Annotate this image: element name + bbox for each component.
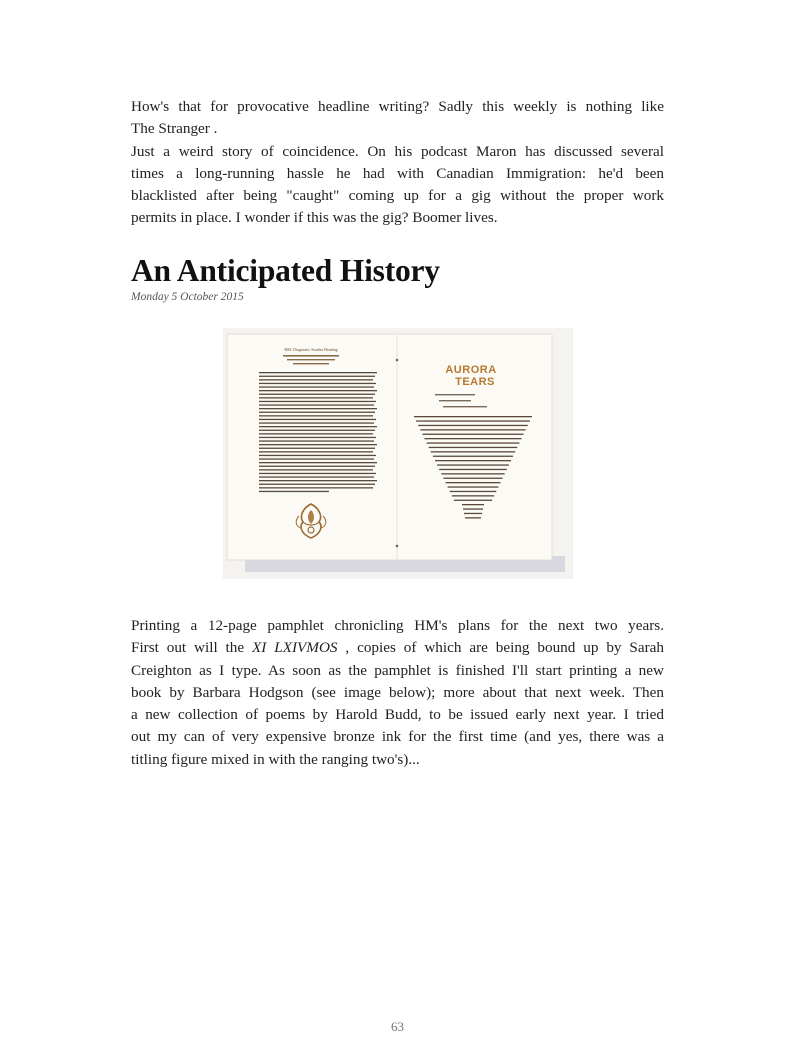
- text-line-mark: [259, 437, 376, 438]
- text-line-mark: [446, 482, 501, 483]
- text-line-mark: [259, 430, 375, 431]
- body-line: Creighton as I type. As soon as the pamphlet is finished I'll start printing a new: [131, 661, 664, 679]
- body-line: a new collection of poems by Harold Budd, to be issued early next year. I tried: [131, 706, 664, 724]
- text-line-mark: [259, 426, 377, 427]
- text-line-mark: [259, 433, 373, 434]
- text-line-mark: [452, 495, 494, 496]
- text-line-mark: [259, 451, 373, 452]
- text-line-mark: [259, 444, 377, 445]
- text-line-mark: [259, 455, 376, 456]
- text-line-mark: [259, 386, 374, 387]
- body-line: titling figure mixed in with the ranging two's)...: [131, 750, 420, 768]
- text-line-mark: [259, 458, 374, 459]
- intro-line: How's that for provocative headline writing? Sadly this weekly is nothing like: [131, 98, 664, 115]
- svg-text:HM: Diagnostic Studies Heading: HM: Diagnostic Studies Heading: [284, 347, 338, 352]
- intro-line: permits in place. I wonder if this was the gig? Boomer lives.: [131, 209, 498, 227]
- text-line-mark: [259, 404, 374, 405]
- text-line-mark: [437, 464, 509, 465]
- intro-line: Just a weird story of coincidence. On his podcast Maron has discussed several: [131, 142, 664, 160]
- body-text: , copies of which are being bound up by Sarah: [337, 639, 664, 657]
- text-line-mark: [259, 412, 375, 413]
- text-line-mark: [418, 425, 528, 426]
- text-line-mark: [414, 416, 532, 417]
- body-text: First out will the: [131, 639, 253, 657]
- text-line-mark: [259, 397, 373, 398]
- intro-line: blacklisted after being "caught" coming up for a gig without the proper work: [131, 187, 664, 205]
- text-line-mark: [422, 434, 523, 435]
- text-line-mark: [259, 440, 374, 441]
- text-line-mark: [259, 484, 375, 485]
- text-line-mark: [259, 466, 375, 467]
- text-line-mark: [465, 517, 481, 518]
- text-line-mark: [464, 513, 482, 514]
- text-line-mark: [259, 448, 375, 449]
- tears-title: TEARS: [455, 376, 495, 388]
- text-line-mark: [450, 491, 497, 492]
- intro-line: times a long-running hassle he had with Canadian Immigration: he'd been: [131, 164, 664, 182]
- text-line-mark: [259, 469, 373, 470]
- text-line-mark: [259, 419, 376, 420]
- text-line-mark: [259, 379, 373, 380]
- text-line-mark: [443, 478, 502, 479]
- text-line-mark: [259, 383, 376, 384]
- text-line-mark: [259, 408, 377, 409]
- post-photo: [223, 328, 573, 579]
- post-body: [131, 615, 664, 771]
- text-line-mark: [420, 429, 525, 430]
- text-line-mark: [259, 390, 377, 391]
- text-line-mark: [448, 486, 499, 487]
- aurora-title: AURORA: [445, 364, 497, 376]
- text-line-mark: [427, 442, 520, 443]
- text-line-mark: [416, 420, 530, 421]
- text-line-mark: [259, 476, 374, 477]
- text-line-mark: [439, 469, 507, 470]
- post-date: Monday 5 October 2015: [131, 291, 244, 303]
- text-line-mark: [431, 451, 515, 452]
- text-line-mark: [259, 401, 376, 402]
- text-line-mark: [259, 462, 377, 463]
- text-line-mark: [441, 473, 504, 474]
- text-line-mark: [259, 394, 375, 395]
- text-line-mark: [259, 473, 376, 474]
- body-line: Printing a 12-page pamphlet chronicling HM's plans for the next two years.: [131, 617, 664, 634]
- body-line: out my can of very expensive bronze ink for the first time (and yes, there was a: [131, 728, 664, 746]
- intro-paragraph: [131, 96, 664, 230]
- post-title: An Anticipated History: [131, 253, 440, 288]
- intro-line: The Stranger .: [131, 120, 218, 138]
- body-line: [131, 637, 664, 659]
- book-title-link[interactable]: XI LXIVMOS: [252, 639, 338, 657]
- text-line-mark: [429, 447, 518, 448]
- text-line-mark: [463, 508, 483, 509]
- text-line-mark: [454, 500, 492, 501]
- page-number: 63: [391, 1019, 404, 1034]
- text-line-mark: [259, 480, 377, 481]
- text-line-mark: [259, 415, 373, 416]
- text-line-mark: [259, 372, 377, 373]
- text-line-mark: [433, 456, 513, 457]
- body-line: book by Barbara Hodgson (see image below); more about that next week. Then: [131, 683, 664, 701]
- text-line-mark: [425, 438, 522, 439]
- text-line-mark: [259, 376, 375, 377]
- text-line-mark: [259, 487, 373, 488]
- text-line-mark: [435, 460, 511, 461]
- text-line-mark: [259, 491, 329, 492]
- text-line-mark: [259, 422, 374, 423]
- text-line-mark: [462, 504, 484, 505]
